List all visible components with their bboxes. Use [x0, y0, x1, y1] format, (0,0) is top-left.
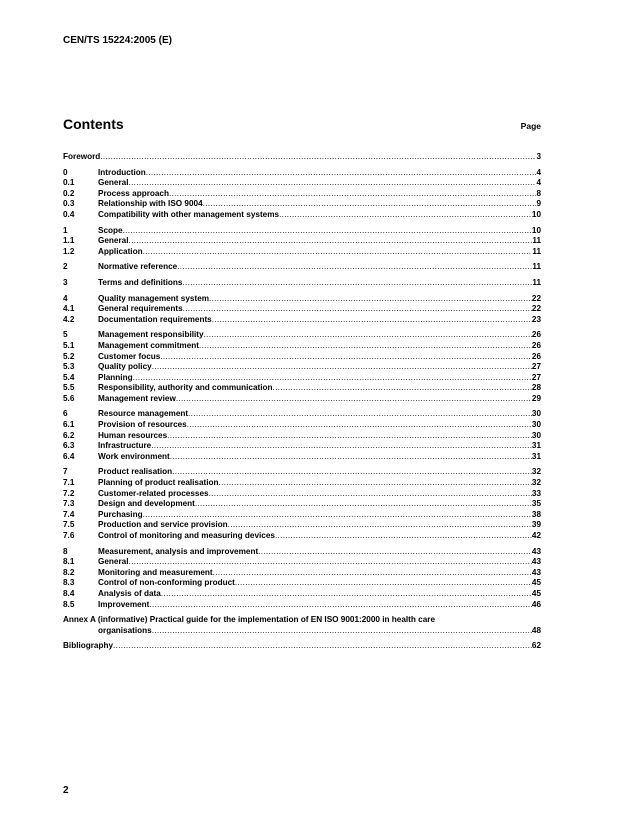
- toc-entry[interactable]: [63, 600, 541, 611]
- toc-entry[interactable]: [63, 189, 541, 200]
- toc-entry-number: 4: [63, 293, 68, 303]
- toc-entry-number: 4.2: [63, 314, 75, 324]
- dot-leader: [151, 441, 532, 452]
- toc-entry[interactable]: [63, 409, 541, 420]
- toc-entry-title: Documentation requirements: [98, 314, 212, 324]
- toc-entry-page: 9: [536, 199, 541, 209]
- toc-entry-number: 8: [63, 546, 68, 556]
- dot-leader: [235, 578, 532, 589]
- toc-entry[interactable]: [63, 489, 541, 500]
- toc-entry-title: Management review: [98, 393, 176, 403]
- toc-entry[interactable]: [63, 362, 541, 373]
- toc-entry-page: 28: [531, 383, 541, 393]
- dot-leader: [129, 236, 533, 247]
- dot-leader: [169, 189, 536, 200]
- toc-entry-title: Planning: [98, 372, 133, 382]
- toc-entry-number: 5.5: [63, 383, 75, 393]
- toc-entry-number: 7.4: [63, 509, 75, 519]
- toc-entry-number: 7: [63, 467, 68, 477]
- dot-leader: [228, 520, 532, 531]
- toc-group: [63, 294, 541, 326]
- dot-leader: [143, 247, 533, 258]
- toc-entry-title: Foreword: [63, 152, 101, 161]
- dot-leader: [183, 304, 532, 315]
- toc-group: [63, 547, 541, 611]
- toc-entry-number: 8.2: [63, 567, 75, 577]
- toc-entry-page: 10: [531, 225, 541, 235]
- toc-entry-page: 8: [536, 188, 541, 198]
- toc-entry[interactable]: [63, 315, 541, 326]
- page-number: 2: [63, 785, 69, 796]
- toc-entry-number: 5.2: [63, 351, 75, 361]
- dot-leader: [203, 199, 537, 210]
- toc-group: [63, 278, 541, 289]
- toc-entry-bibliography[interactable]: [63, 641, 541, 652]
- toc-entry-title: Planning of product realisation: [98, 478, 219, 488]
- toc-entry-title: Customer focus: [98, 351, 161, 361]
- toc-entry-page: 31: [531, 451, 541, 461]
- dot-leader: [113, 641, 532, 652]
- toc-entry[interactable]: [63, 210, 541, 221]
- dot-leader: [213, 568, 532, 579]
- toc-entry-number: 5: [63, 330, 68, 340]
- toc-entry-page: 45: [531, 578, 541, 588]
- dot-leader: [129, 557, 532, 568]
- dot-leader: [204, 330, 532, 341]
- toc-group: [63, 467, 541, 541]
- toc-entry-number: 6.4: [63, 451, 75, 461]
- toc-entry-title: Management commitment: [98, 340, 199, 350]
- toc-entry-title: Relationship with ISO 9004: [98, 199, 203, 209]
- toc-entry-number: 7.5: [63, 520, 75, 530]
- toc-entry-title: General requirements: [98, 304, 183, 314]
- toc-entry-page: 30: [531, 430, 541, 440]
- toc-entry-title: Introduction: [98, 167, 146, 177]
- toc-entry-page: 48: [531, 625, 541, 635]
- dot-leader: [182, 278, 532, 289]
- page-title: Contents: [63, 116, 124, 132]
- toc-entry-page: 11: [532, 246, 541, 256]
- toc-entry-page: 43: [531, 557, 541, 567]
- toc-entry-page: 4: [536, 167, 541, 177]
- page-column-label: Page: [520, 121, 541, 131]
- toc-entry-title: Monitoring and measurement: [98, 567, 213, 577]
- toc-entry-page: 26: [531, 340, 541, 350]
- toc-entry-number: 6: [63, 409, 68, 419]
- toc-entry[interactable]: [63, 478, 541, 489]
- toc-entry[interactable]: [63, 352, 541, 363]
- toc-entry-page: 22: [531, 304, 541, 314]
- toc-entry[interactable]: [63, 178, 541, 189]
- toc-entry-number: 5.1: [63, 340, 75, 350]
- dot-leader: [176, 394, 532, 405]
- toc-group: [63, 168, 541, 221]
- dot-leader: [195, 499, 532, 510]
- toc-entry-title: Product realisation: [98, 467, 173, 477]
- toc-entry-title: General: [98, 236, 129, 246]
- toc-entry-page: 30: [531, 420, 541, 430]
- toc-entry-title: Control of monitoring and measuring devices: [98, 531, 275, 540]
- toc-entry-title: Human resources: [98, 430, 168, 440]
- toc-entry-title: Bibliography: [63, 641, 114, 651]
- toc-entry-page: 4: [536, 178, 541, 188]
- dot-leader: [129, 178, 537, 189]
- toc-entry-number: 7.3: [63, 499, 75, 509]
- toc-entry-page: 29: [531, 393, 541, 403]
- toc-entry-number: 8.1: [63, 557, 75, 567]
- toc-entry[interactable]: [63, 531, 541, 542]
- toc-entry-page: 43: [531, 567, 541, 577]
- toc-entry-page: 3: [536, 152, 541, 161]
- toc-entry[interactable]: [63, 236, 541, 247]
- toc-entry-number: 1: [63, 225, 68, 235]
- toc-entry-foreword[interactable]: [63, 152, 541, 163]
- toc-entry-title: Compatibility with other management systems: [98, 209, 280, 219]
- toc-entry-number: 8.3: [63, 578, 75, 588]
- toc-entry-page: 38: [531, 509, 541, 519]
- toc-entry-number: 1.1: [63, 236, 75, 246]
- toc-entry[interactable]: [63, 383, 541, 394]
- toc-entry-number: 0.2: [63, 188, 75, 198]
- toc-entry[interactable]: [63, 394, 541, 405]
- dot-leader: [172, 467, 532, 478]
- table-of-contents: [63, 152, 541, 657]
- dot-leader: [133, 373, 532, 384]
- toc-entry-title: Resource management: [98, 409, 189, 419]
- dot-leader: [219, 478, 532, 489]
- toc-entry-title: Design and development: [98, 499, 195, 509]
- toc-entry-page: 27: [531, 362, 541, 372]
- toc-entry[interactable]: [63, 262, 541, 273]
- toc-entry-title: General: [98, 178, 129, 188]
- toc-entry-number: 5.3: [63, 362, 75, 372]
- toc-entry-page: 46: [531, 599, 541, 609]
- toc-group-foreword: [63, 152, 541, 163]
- toc-entry[interactable]: [63, 467, 541, 478]
- toc-entry[interactable]: [63, 589, 541, 600]
- dot-leader: [149, 600, 531, 611]
- dot-leader: [146, 168, 537, 179]
- toc-entry-number: 6.3: [63, 441, 75, 451]
- toc-entry-title: Control of non-conforming product: [98, 578, 235, 588]
- dot-leader: [123, 226, 532, 237]
- toc-entry-annex-line2[interactable]: [63, 626, 541, 637]
- toc-entry[interactable]: [63, 578, 541, 589]
- toc-entry[interactable]: [63, 452, 541, 463]
- toc-entry-page: 32: [531, 467, 541, 477]
- toc-entry-page: 42: [531, 531, 541, 540]
- toc-entry-title: General: [98, 557, 129, 567]
- toc-entry-title: Measurement, analysis and improvement: [98, 546, 259, 556]
- toc-entry-page: 11: [532, 277, 541, 287]
- toc-entry[interactable]: [63, 278, 541, 289]
- toc-entry-title: Production and service provision: [98, 520, 228, 530]
- toc-entry-page: 62: [531, 641, 541, 651]
- toc-entry[interactable]: [63, 499, 541, 510]
- dot-leader: [188, 409, 532, 420]
- toc-group: [63, 226, 541, 258]
- dot-leader: [152, 626, 532, 637]
- toc-entry-number: 7.2: [63, 488, 75, 498]
- toc-group-annex: [63, 615, 541, 636]
- toc-entry-title: Infrastructure: [98, 441, 152, 451]
- toc-entry[interactable]: [63, 304, 541, 315]
- toc-entry-number: 8.4: [63, 588, 75, 598]
- toc-entry-number: 6.2: [63, 430, 75, 440]
- toc-entry-number: 1.2: [63, 246, 75, 256]
- dot-leader: [209, 294, 532, 305]
- dot-leader: [177, 262, 532, 273]
- toc-sections: [63, 168, 541, 611]
- toc-group: [63, 330, 541, 404]
- toc-entry-page: 33: [531, 488, 541, 498]
- toc-entry-number: 6.1: [63, 420, 75, 430]
- toc-entry-number: 2: [63, 262, 68, 272]
- toc-entry[interactable]: [63, 547, 541, 558]
- toc-entry-title: Quality management system: [98, 293, 210, 303]
- toc-entry-title: Management responsibility: [98, 330, 204, 340]
- toc-entry-page: 11: [532, 262, 541, 272]
- dot-leader: [152, 362, 532, 373]
- toc-entry-page: 35: [531, 499, 541, 509]
- dot-leader: [199, 341, 532, 352]
- dot-leader: [160, 352, 532, 363]
- toc-entry-title: Provision of resources: [98, 420, 187, 430]
- dot-leader: [279, 210, 532, 221]
- toc-entry-number: 7.6: [63, 531, 75, 540]
- toc-entry[interactable]: [63, 420, 541, 431]
- toc-entry[interactable]: [63, 168, 541, 179]
- toc-entry[interactable]: [63, 330, 541, 341]
- toc-entry-page: 22: [531, 293, 541, 303]
- toc-entry-title: Normative reference: [98, 262, 178, 272]
- toc-entry-title: Quality policy: [98, 362, 152, 372]
- toc-entry-page: 26: [531, 330, 541, 340]
- toc-entry-title: Responsibility, authority and communication: [98, 383, 273, 393]
- toc-entry[interactable]: [63, 247, 541, 258]
- toc-entry-title: Purchasing: [98, 509, 143, 519]
- dot-leader: [167, 431, 532, 442]
- toc-entry[interactable]: [63, 341, 541, 352]
- toc-entry-page: 32: [531, 478, 541, 488]
- toc-entry-page: 39: [531, 520, 541, 530]
- dot-leader: [258, 547, 532, 558]
- toc-entry-number: 0.3: [63, 199, 75, 209]
- dot-leader: [212, 315, 532, 326]
- dot-leader: [143, 510, 532, 521]
- toc-entry-page: 43: [531, 546, 541, 556]
- toc-entry[interactable]: [63, 557, 541, 568]
- dot-leader: [187, 420, 532, 431]
- toc-entry-title: Analysis of data: [98, 588, 161, 598]
- toc-entry[interactable]: [63, 373, 541, 384]
- toc-entry-page: 10: [531, 209, 541, 219]
- toc-entry-title: Process approach: [98, 188, 169, 198]
- toc-group: [63, 262, 541, 273]
- toc-entry-page: 30: [531, 409, 541, 419]
- dot-leader: [100, 152, 536, 163]
- toc-entry-page: 27: [531, 372, 541, 382]
- toc-entry-page: 45: [531, 588, 541, 598]
- toc-group: [63, 409, 541, 462]
- toc-entry[interactable]: [63, 431, 541, 442]
- toc-entry-number: 0.1: [63, 178, 75, 188]
- toc-entry-title: Improvement: [98, 599, 150, 609]
- toc-entry-title: organisations: [98, 625, 152, 635]
- toc-entry-number: 0.4: [63, 209, 75, 219]
- dot-leader: [275, 531, 532, 542]
- toc-entry[interactable]: [63, 510, 541, 521]
- toc-entry-number: 3: [63, 277, 68, 287]
- toc-entry-page: 11: [532, 236, 541, 246]
- toc-entry[interactable]: [63, 441, 541, 452]
- toc-entry-title: Application: [98, 246, 143, 256]
- toc-entry[interactable]: [63, 226, 541, 237]
- toc-entry-page: 26: [531, 351, 541, 361]
- toc-entry-number: 5.6: [63, 393, 75, 403]
- toc-entry[interactable]: [63, 199, 541, 210]
- toc-group-bibliography: [63, 641, 541, 652]
- dot-leader: [161, 589, 532, 600]
- toc-entry-title: Scope: [98, 225, 123, 235]
- toc-entry-page: 23: [531, 314, 541, 324]
- toc-entry-number: 7.1: [63, 478, 75, 488]
- toc-entry[interactable]: [63, 568, 541, 579]
- toc-entry[interactable]: [63, 294, 541, 305]
- document-header: CEN/TS 15224:2005 (E): [63, 35, 172, 46]
- dot-leader: [209, 489, 532, 500]
- toc-entry-number: 5.4: [63, 372, 75, 382]
- toc-entry-title: Work environment: [98, 451, 170, 461]
- toc-entry-number: 8.5: [63, 599, 75, 609]
- dot-leader: [170, 452, 532, 463]
- toc-entry[interactable]: [63, 520, 541, 531]
- toc-entry-number: 0: [63, 167, 68, 177]
- toc-entry-annex-line1[interactable]: Annex A (informative) Practical guide for the implementation of EN ISO 9001:2000 in health care: [63, 615, 436, 625]
- dot-leader: [273, 383, 532, 394]
- toc-entry-title: Terms and definitions: [98, 277, 183, 287]
- toc-entry-page: 31: [531, 441, 541, 451]
- toc-entry-number: 4.1: [63, 304, 75, 314]
- toc-entry-title: Customer-related processes: [98, 488, 209, 498]
